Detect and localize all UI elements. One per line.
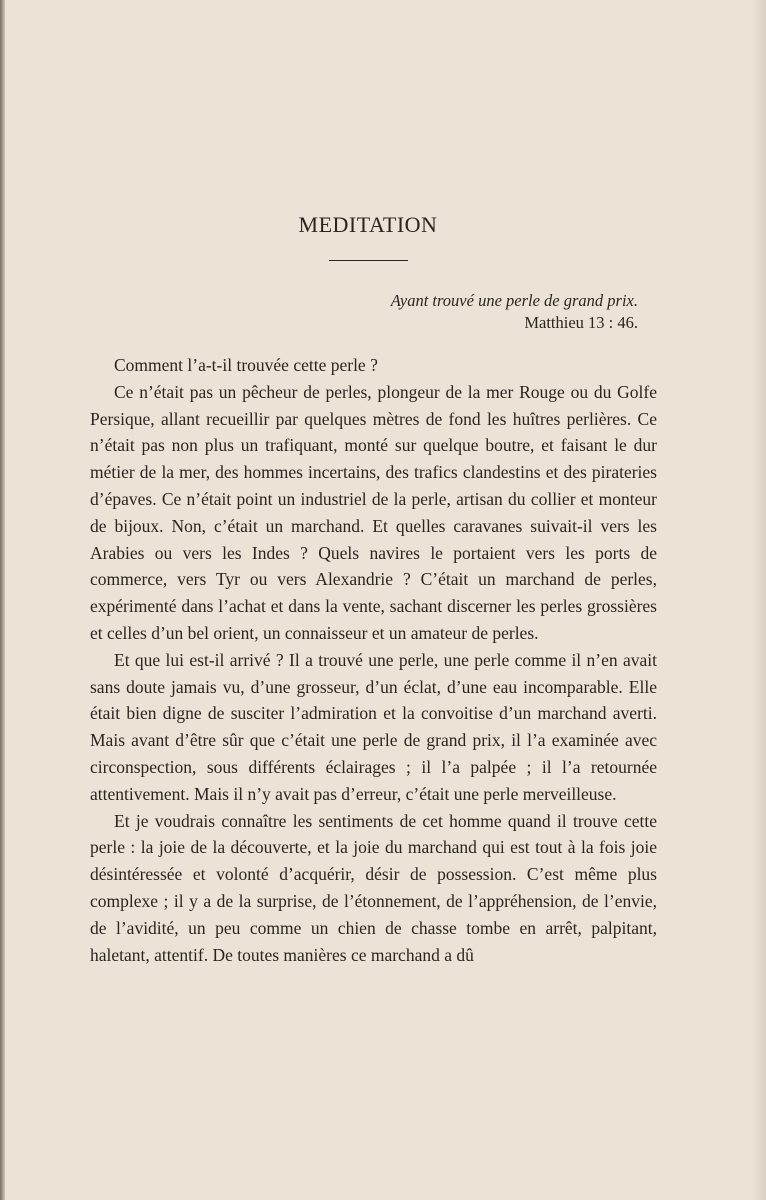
epigraph-quote: Ayant trouvé une perle de grand prix. (390, 291, 638, 310)
page-title: MEDITATION (298, 212, 438, 237)
page-edge (0, 0, 5, 1200)
page-shadow (752, 0, 766, 1200)
paragraph: Comment l’a-t-il trouvée cette perle ? (114, 355, 378, 375)
body-text (90, 352, 657, 968)
paragraph: Ce n’était pas un pêcheur de perles, plongeur de la mer Rouge ou du Golfe Persique, allant recueillir par quelques mètres de fond les huîtres perlières. Ce n’était pas non plus un trafiquant, monté sur quelque boutre, et faisant le dur métier de la mer, des hommes incertains, des trafics clandestins et des pirateries d’épaves. Ce n’était point un industriel de la perle, artisan du collier et monteur de bijoux. Non, c’était un marchand. Et quelles caravanes suivait-il vers les Arabies ou vers les Indes ? Quels navires le portaient vers les ports de commerce, vers Tyr ou vers Alexandrie ? C’était un marchand de perles, expérimenté dans l’achat et dans la vente, sachant discerner les perles grossières et celles d’un bel orient, un connaisseur et un amateur de perles. (90, 381, 657, 643)
title-rule (329, 260, 408, 261)
epigraph-reference: Matthieu 13 : 46. (524, 313, 638, 332)
paragraph: Et je voudrais connaître les sentiments de cet homme quand il trouve cette perle : la joie de la découverte, et la joie du marchand qui est tout à la fois joie désintéressée et volonté d’acquérir, désir de possession. C’est même plus complexe ; il y a de la surprise, de l’étonnement, de l’appréhension, de l’envie, de l’avidité, un peu comme un chien de chasse tombe en arrêt, palpitant, haletant, attentif. De toutes manières ce marchand a dû (90, 810, 657, 965)
paragraph: Et que lui est-il arrivé ? Il a trouvé une perle, une perle comme il n’en avait sans doute jamais vu, d’une grosseur, d’un éclat, d’une eau incomparable. Elle était bien digne de susciter l’admiration et la convoitise d’un marchand averti. Mais avant d’être sûr que c’était une perle de grand prix, il l’a examinée avec circonspection, sous différents éclairages ; il l’a palpée ; il l’a retournée attentivement. Mais il n’y avait pas d’erreur, c’était une perle merveilleuse. (90, 649, 657, 804)
epigraph (391, 290, 638, 334)
